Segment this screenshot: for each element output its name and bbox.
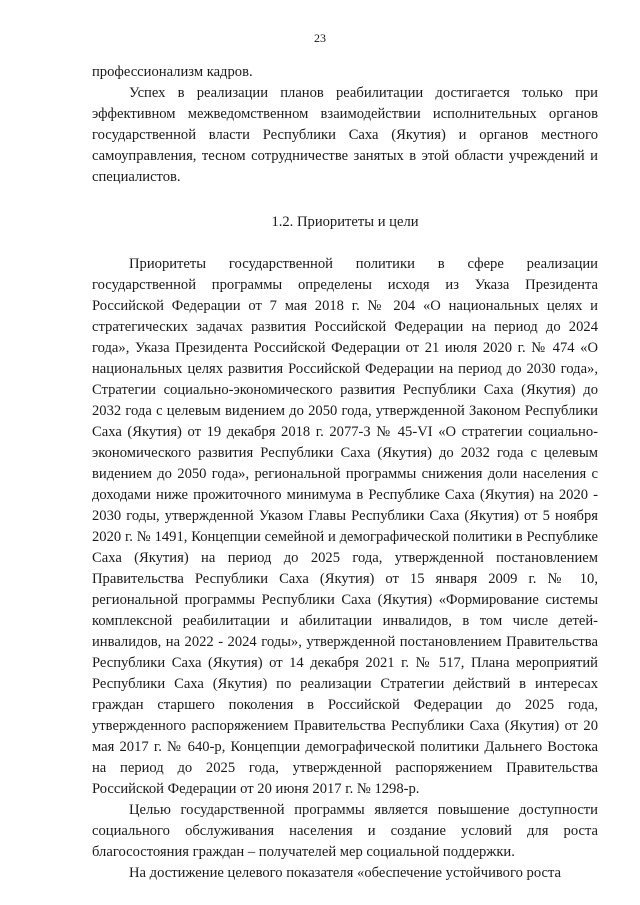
paragraph-rehabilitation: Успех в реализации планов реабилитации достигается только при эффективном межведомственном взаимодействии исполнительных органов государственной власти Республики Саха (Якутия) и органов местного самоуправления, тесном сотрудничестве занятых в этой области учреждений и специалистов. bbox=[92, 85, 598, 185]
paragraph-goal: Целью государственной программы является повышение доступности социального обслуживания населения и создание условий для роста благосостояния граждан – получателей мер социальной поддержки. bbox=[92, 802, 598, 860]
section-heading: 1.2. Приоритеты и цели bbox=[271, 214, 419, 230]
page-body bbox=[92, 62, 598, 884]
page-number: 23 bbox=[314, 31, 326, 45]
paragraph-priorities: Приоритеты государственной политики в сфере реализации государственной программы определены исходя из Указа Президента Российской Федерации от 7 мая 2018 г. № 204 «О национальных целях и стратегических задачах развития Российской Федерации на период до 2024 года», Указа Президента Российской Федерации от 21 июля 2020 г. № 474 «О национальных целях развития Российской Федерации на период до 2030 года», Стратегии социально-экономического развития Республики Саха (Якутия) до 2032 года с целевым видением до 2050 года, утвержденной Законом Республики Саха (Якутия) от 19 декабря 2018 г. 2077-З № 45-VI «О стратегии социально-экономического развития Республики Саха (Якутия) до 2032 года с целевым видением до 2050 года», региональной программы снижения доли населения с доходами ниже прожиточного минимума в Республике Саха (Якутия) на 2020 - 2030 годы, утвержденной Указом Главы Республики Саха (Якутия) от 5 ноября 2020 г. № 1491, Концепции семейной и демографической политики в Республике Саха (Якутия) на период до 2025 года, утвержденной постановлением Правительства Республики Саха (Якутия) от 15 января 2009 г. № 10, региональной программы Республики Саха (Якутия) «Формирование системы комплексной реабилитации и абилитации инвалидов, в том числе детей-инвалидов, на 2022 - 2024 годы», утвержденной постановлением Правительства Республики Саха (Якутия) от 14 декабря 2021 г. № 517, Плана мероприятий Республики Саха (Якутия) по реализации Стратегии действий в интересах граждан старшего поколения в Российской Федерации до 2025 года, утвержденного распоряжением Правительства Республики Саха (Якутия) от 20 мая 2017 г. № 640-р, Концепции демографической политики Дальнего Востока на период до 2025 года, утвержденной распоряжением Правительства Российской Федерации от 20 июня 2017 г. № 1298-р. bbox=[92, 256, 598, 797]
paragraph-continuation: профессионализм кадров. bbox=[92, 64, 253, 80]
paragraph-target-indicator: На достижение целевого показателя «обеспечение устойчивого роста bbox=[129, 865, 562, 881]
